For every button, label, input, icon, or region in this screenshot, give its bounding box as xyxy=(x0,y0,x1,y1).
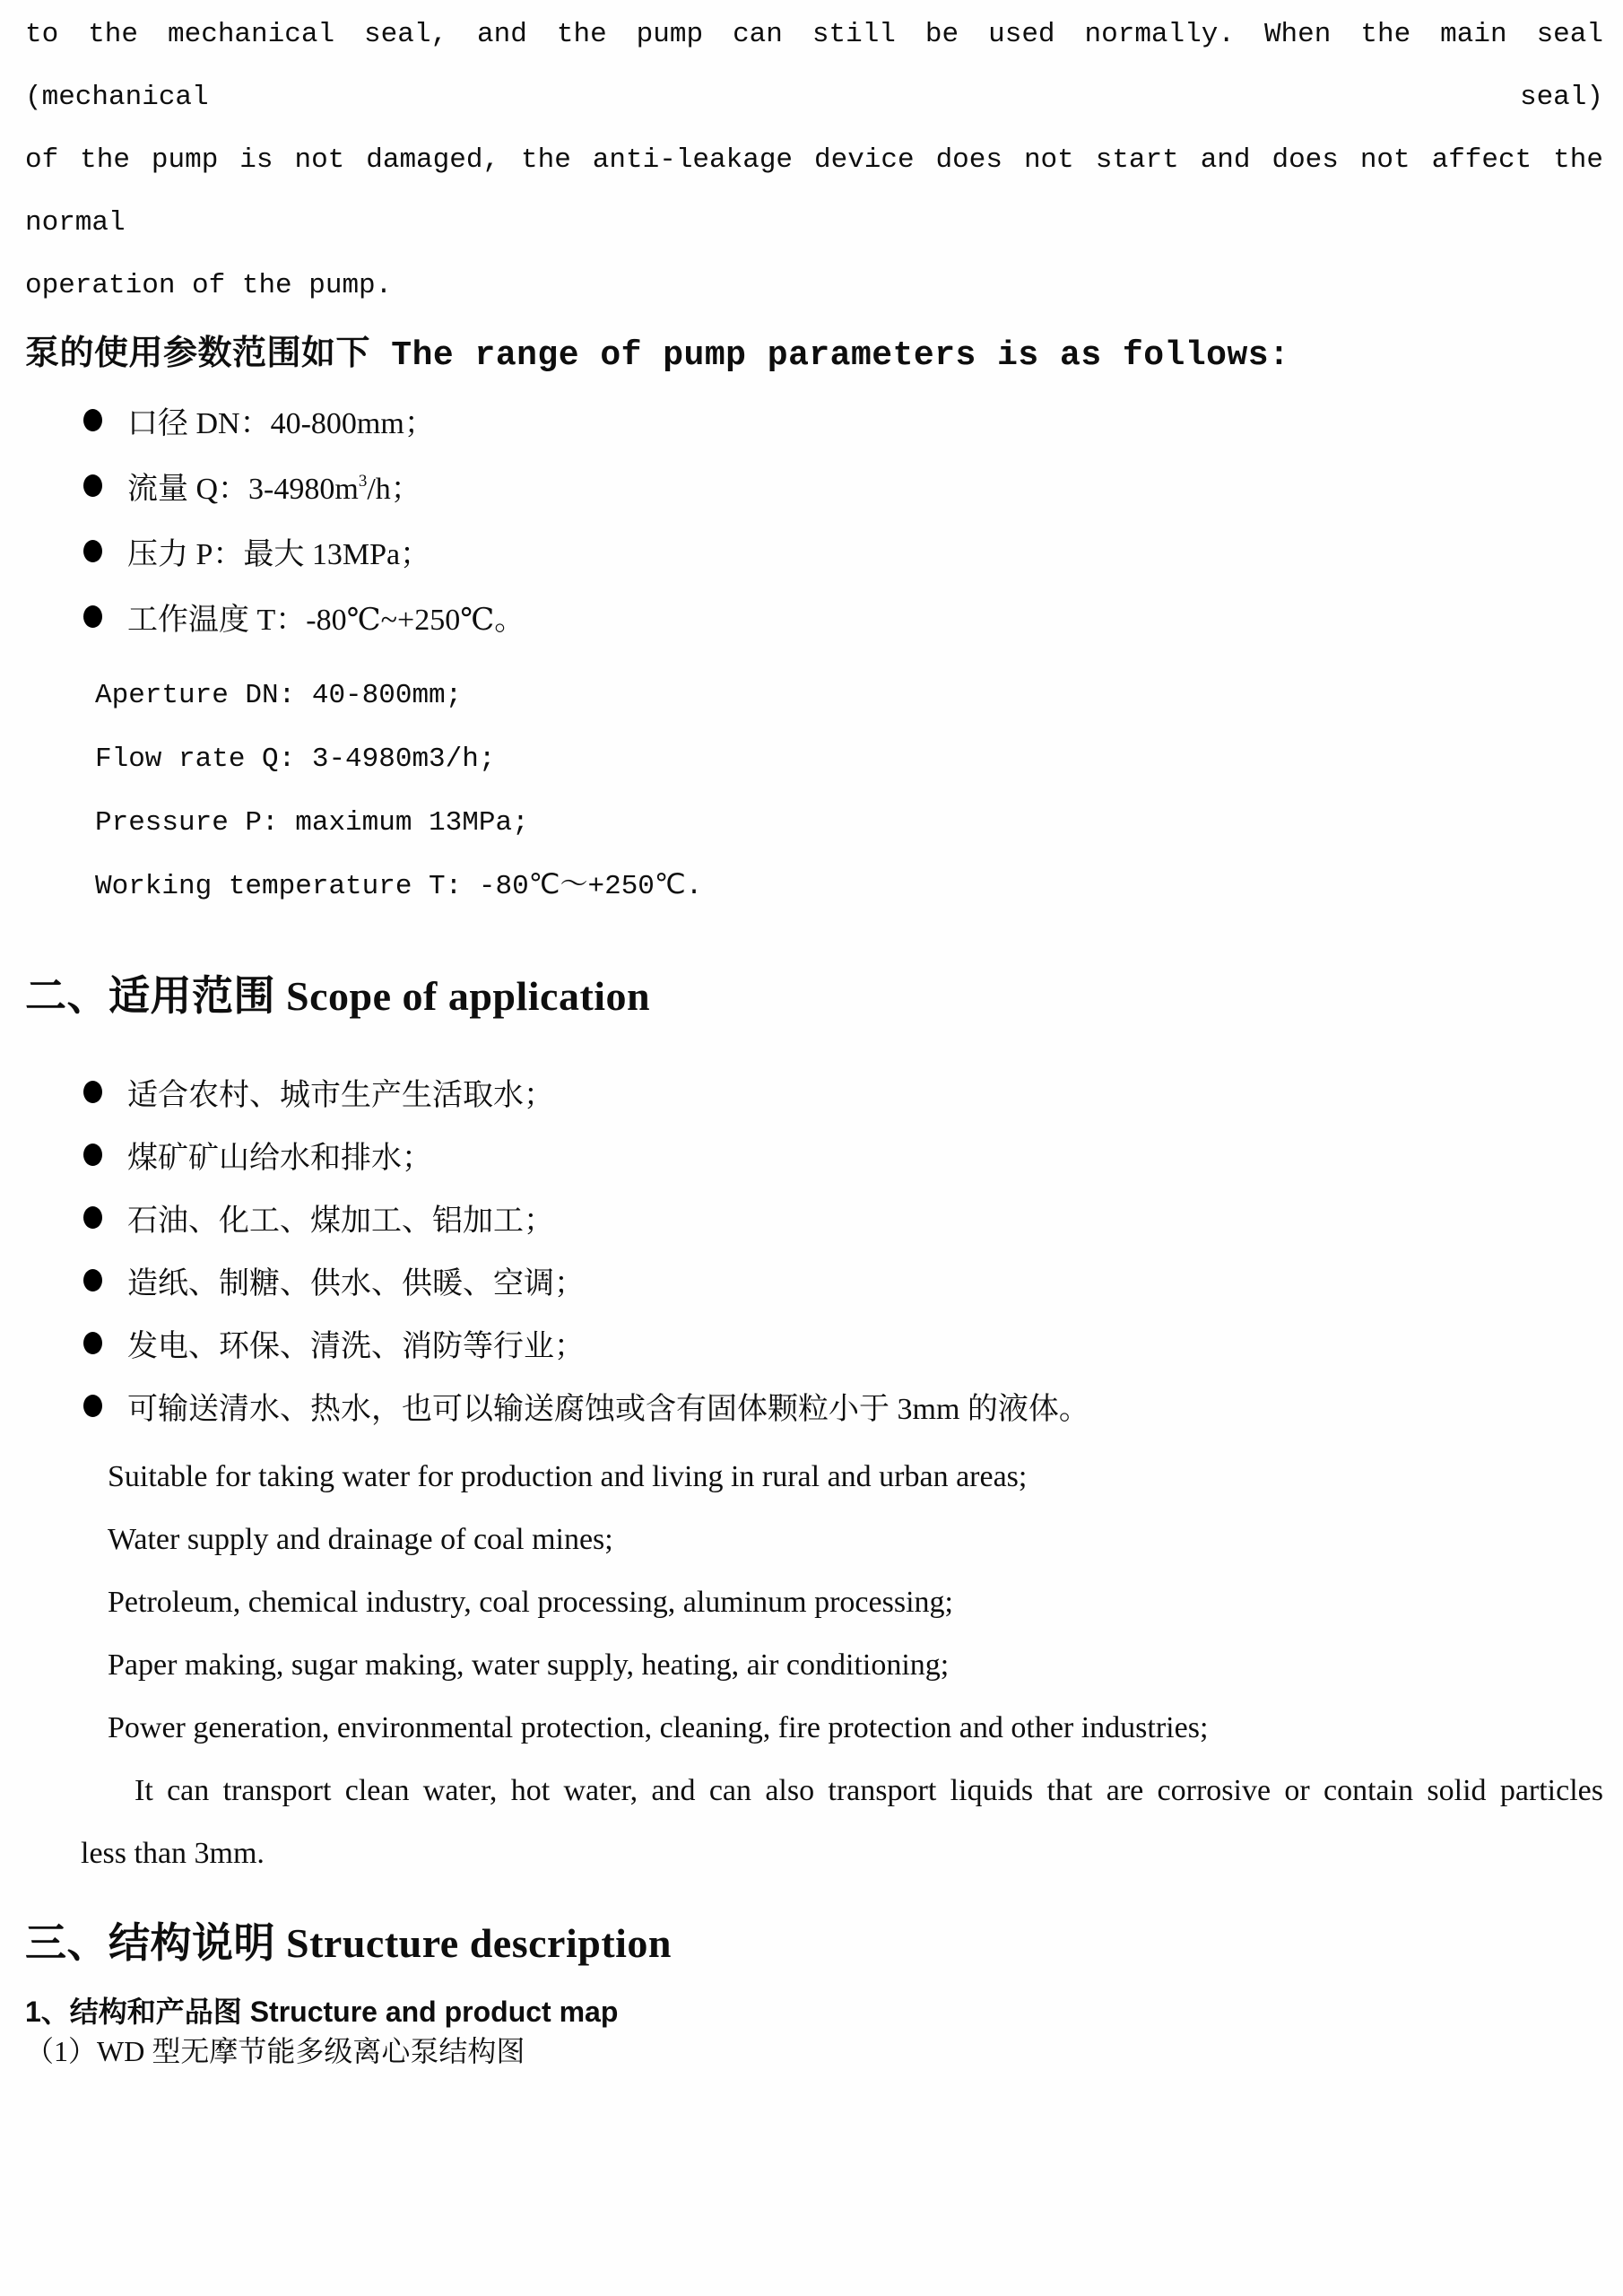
list-item xyxy=(83,387,1603,453)
bullet-icon xyxy=(83,1144,102,1166)
parameter-line: Flow rate Q: 3-4980m3/h; xyxy=(95,744,496,775)
bullet-text: 石油、化工、煤加工、铝加工； xyxy=(127,1204,554,1238)
bullet-icon xyxy=(83,1206,102,1229)
bullet-icon xyxy=(83,540,102,562)
structure-sub-heading: 1、结构和产品图 Structure and product map xyxy=(25,1996,619,2028)
bullet-text: 造纸、制糖、供水、供暖、空调； xyxy=(127,1266,585,1300)
list-item xyxy=(83,518,1603,584)
scope-line: Water supply and drainage of coal mines; xyxy=(108,1523,613,1556)
scope-paragraph-first-line: It can transport clean water, hot water, and can also transport liquids that are corrosive or contain solid particles xyxy=(135,1774,1603,1807)
list-item xyxy=(83,1248,1603,1311)
bullet-text: 煤矿矿山给水和排水； xyxy=(127,1141,432,1175)
bullet-icon xyxy=(83,1269,102,1292)
bullet-icon xyxy=(83,1332,102,1354)
bullet-text: 发电、环保、清洗、消防等行业； xyxy=(127,1329,585,1363)
flow-rate-post: /h； xyxy=(367,473,421,506)
structure-figure-caption: （1）WD 型无摩节能多级离心泵结构图 xyxy=(25,2035,525,2067)
parameter-line: Working temperature T: -80℃～+250℃. xyxy=(95,871,703,902)
list-item xyxy=(83,1186,1603,1248)
bullet-icon xyxy=(83,409,102,431)
parameters-heading: 泵的使用参数范围如下 The range of pump parameters is as follows: xyxy=(25,336,1290,375)
bullet-icon xyxy=(83,605,102,628)
cubic-superscript: 3 xyxy=(358,471,368,491)
list-item xyxy=(83,1311,1603,1374)
scope-line: Power generation, environmental protection, cleaning, fire protection and other industries; xyxy=(108,1711,1209,1744)
bullet-icon xyxy=(83,1081,102,1103)
bullet-text: 可输送清水、热水，也可以输送腐蚀或含有固体颗粒小于 3mm 的液体。 xyxy=(127,1392,1089,1426)
parameter-line: Aperture DN: 40-800mm; xyxy=(95,680,463,711)
scope-line: Paper making, sugar making, water supply, heating, air conditioning; xyxy=(108,1648,950,1682)
bullet-icon xyxy=(83,474,102,497)
bullet-text xyxy=(127,464,421,508)
bullet-text: 口径 DN：40-800mm； xyxy=(127,407,435,440)
parameters-bullet-list xyxy=(25,387,1603,649)
list-item xyxy=(83,1060,1603,1123)
intro-line: of the pump is not damaged, the anti-leakage device does not start and does not affect the normal xyxy=(25,144,1603,239)
section-heading-scope: 二、适用范围 Scope of application xyxy=(25,973,651,1019)
scope-line: Petroleum, chemical industry, coal processing, aluminum processing; xyxy=(108,1586,953,1619)
scope-english-block xyxy=(25,1446,1603,1885)
intro-paragraph xyxy=(25,4,1603,317)
parameters-english-block xyxy=(95,664,1603,918)
intro-line: operation of the pump. xyxy=(25,270,393,301)
list-item xyxy=(83,453,1603,518)
list-item xyxy=(83,584,1603,649)
flow-rate-pre: 流量 Q：3-4980m xyxy=(127,473,359,506)
intro-line: to the mechanical seal, and the pump can still be used normally. When the main seal (mechanical seal) xyxy=(25,19,1603,113)
bullet-icon xyxy=(83,1395,102,1417)
list-item xyxy=(83,1123,1603,1186)
scope-line: Suitable for taking water for production and living in rural and urban areas; xyxy=(108,1460,1028,1493)
bullet-text: 适合农村、城市生产生活取水； xyxy=(127,1078,554,1112)
bullet-text: 压力 P：最大 13MPa； xyxy=(127,538,431,571)
bullet-text: 工作温度 T：-80℃~+250℃。 xyxy=(127,604,525,637)
list-item xyxy=(83,1374,1603,1437)
parameter-line: Pressure P: maximum 13MPa; xyxy=(95,807,529,839)
scope-bullet-list xyxy=(25,1060,1603,1437)
scope-paragraph-last-line: less than 3mm. xyxy=(81,1837,265,1870)
section-heading-structure: 三、结构说明 Structure description xyxy=(25,1920,673,1966)
